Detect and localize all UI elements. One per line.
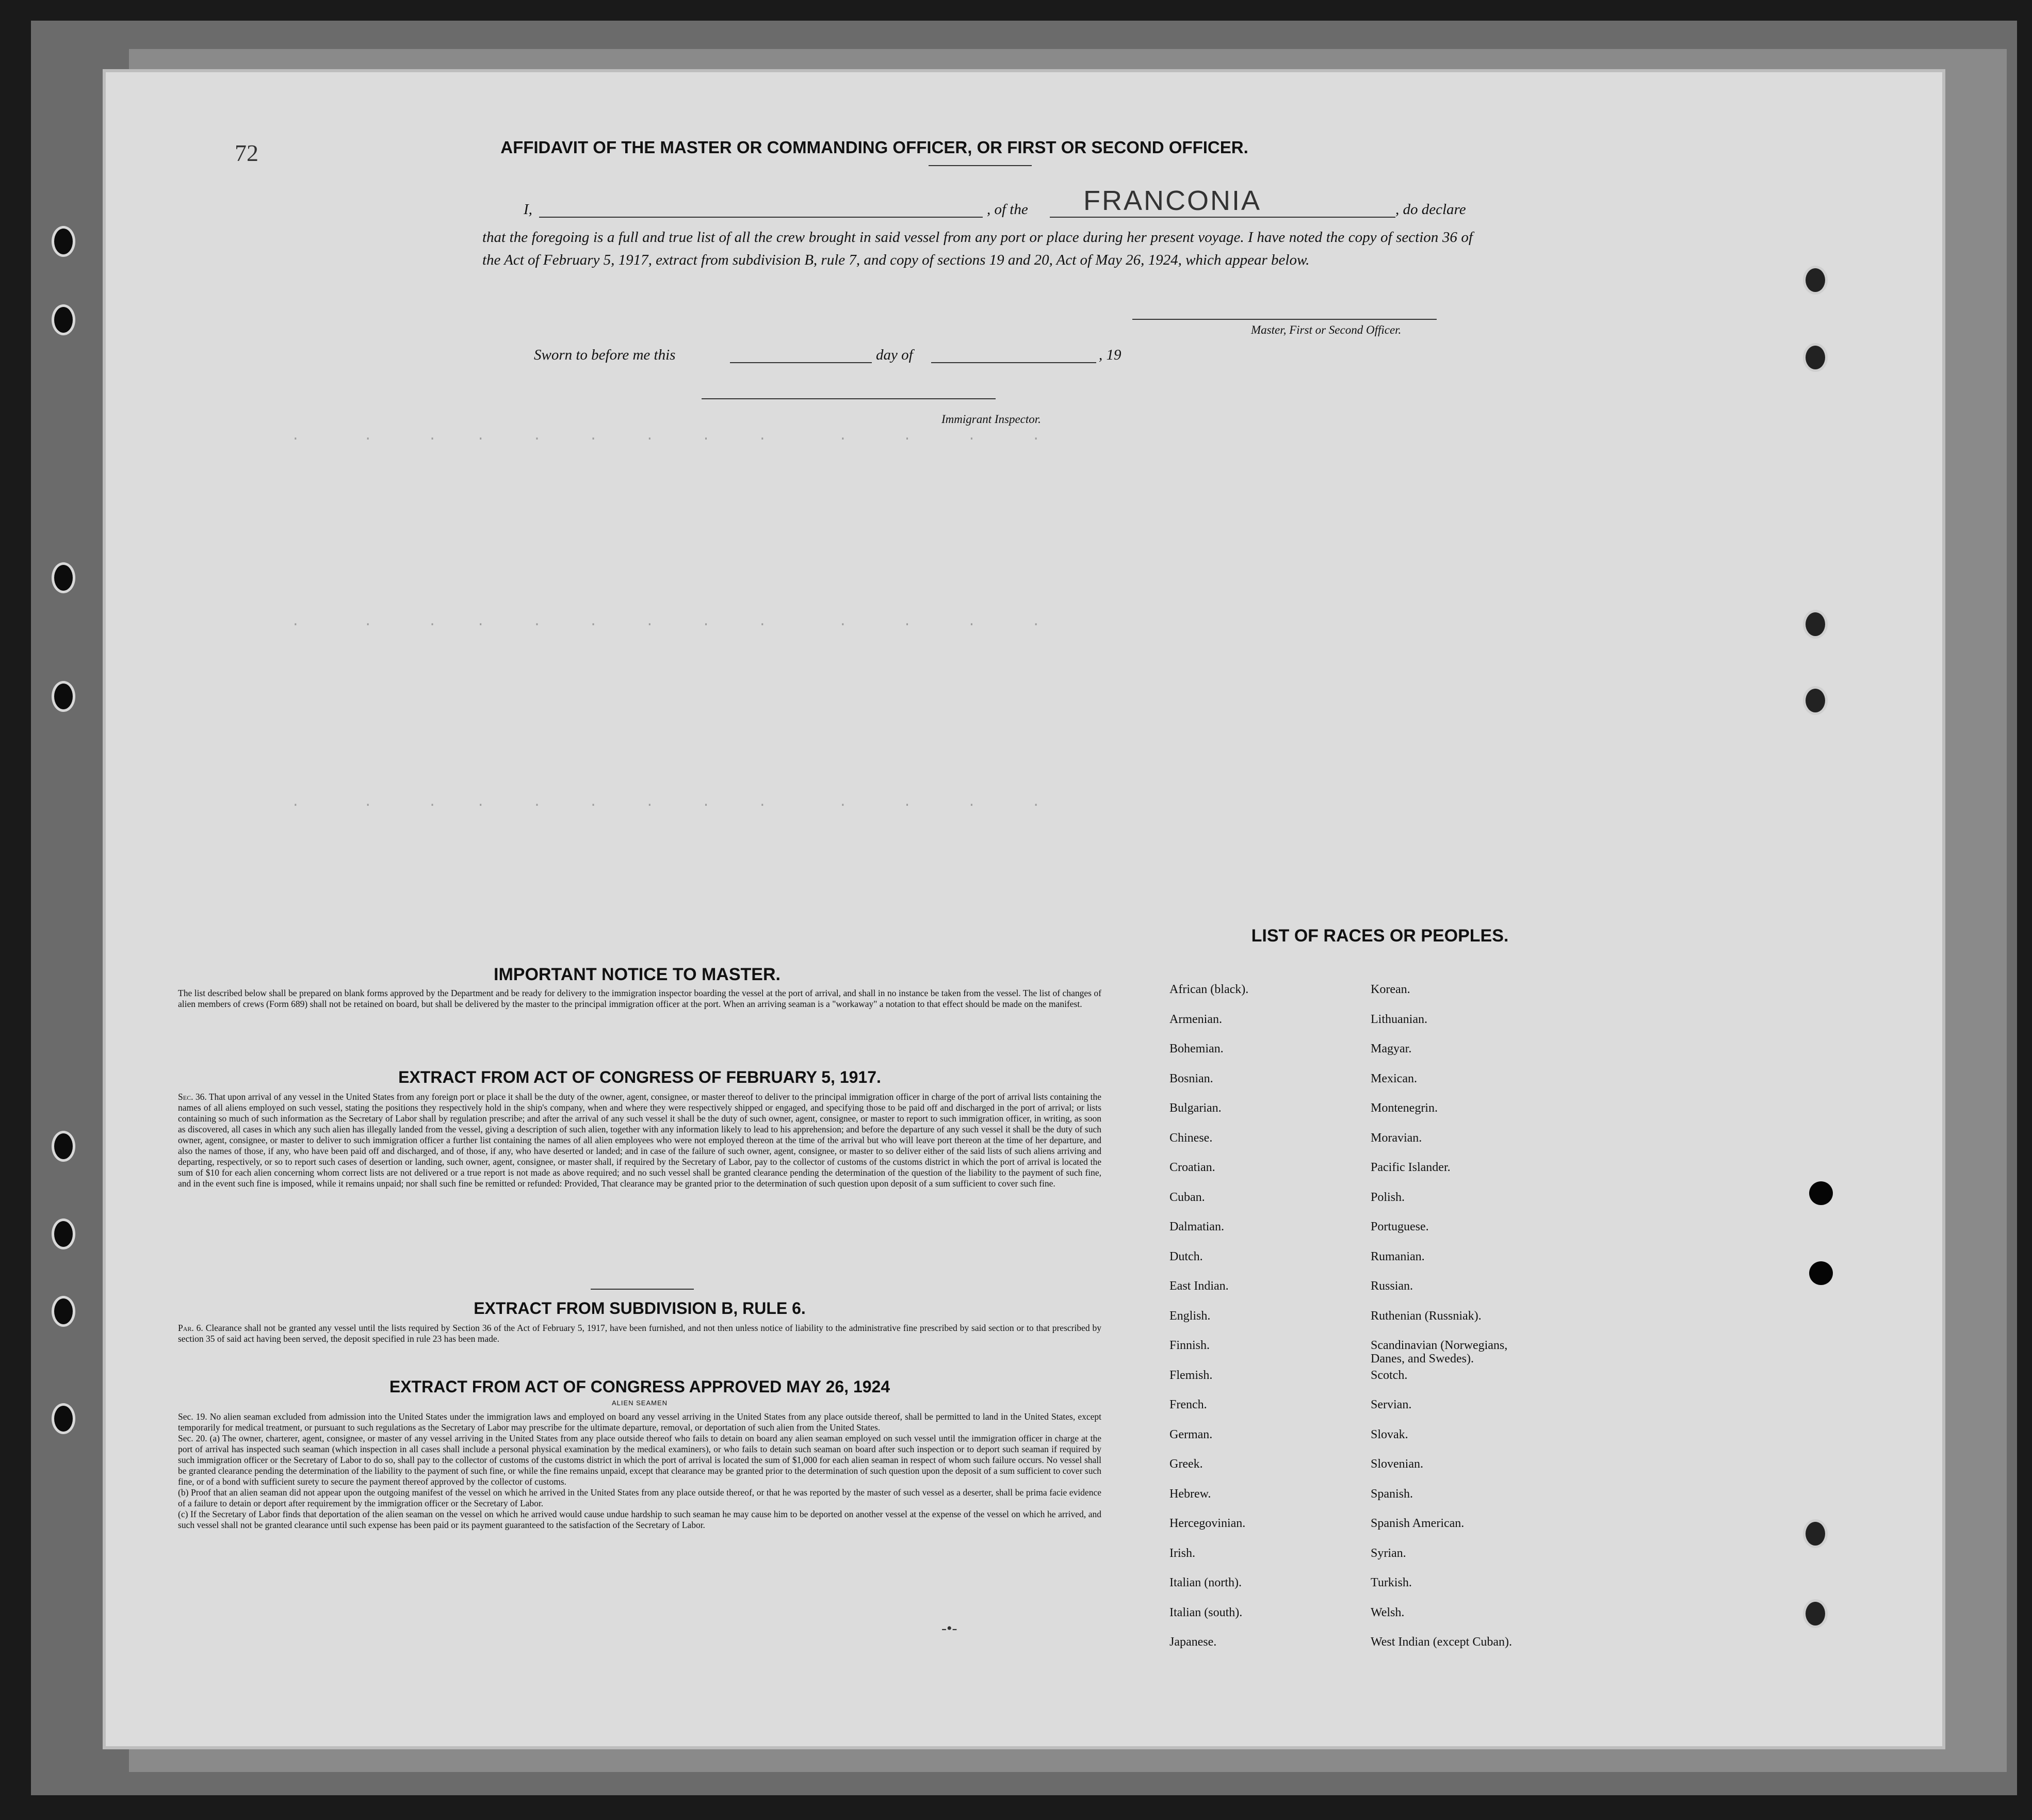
race-item: Dalmatian. bbox=[1169, 1220, 1224, 1233]
race-item: African (black). bbox=[1169, 983, 1249, 996]
race-item: Rumanian. bbox=[1371, 1249, 1425, 1263]
race-item: Cuban. bbox=[1169, 1190, 1205, 1204]
rule-6-text bbox=[178, 1323, 1101, 1344]
race-item: Armenian. bbox=[1169, 1012, 1222, 1026]
race-item: Servian. bbox=[1371, 1398, 1412, 1411]
declaration-end: , do declare bbox=[1395, 201, 1466, 218]
race-item: Irish. bbox=[1169, 1546, 1195, 1560]
affidavit-title: AFFIDAVIT OF THE MASTER OR COMMANDING OFFICER, OR FIRST OR SECOND OFFICER. bbox=[500, 138, 1248, 157]
sworn-day-of: day of bbox=[876, 347, 913, 363]
notice-title: IMPORTANT NOTICE TO MASTER. bbox=[494, 965, 781, 984]
binder-hole bbox=[52, 562, 75, 593]
race-item: Finnish. bbox=[1169, 1339, 1210, 1352]
vessel-blank bbox=[1050, 217, 1395, 218]
binder-hole-right bbox=[1803, 686, 1828, 715]
race-item: Croatian. bbox=[1169, 1161, 1215, 1174]
sworn-month-blank bbox=[931, 362, 1096, 363]
race-item: Flemish. bbox=[1169, 1368, 1213, 1382]
binder-hole-right bbox=[1803, 266, 1828, 295]
race-item: Turkish. bbox=[1371, 1576, 1412, 1589]
race-item: Scandinavian (Norwegians, Danes, and Swedes). bbox=[1371, 1339, 1508, 1366]
race-item: Italian (south). bbox=[1169, 1605, 1243, 1619]
race-item: Syrian. bbox=[1371, 1546, 1406, 1560]
binder-hole bbox=[52, 681, 75, 712]
race-item: Montenegrin. bbox=[1371, 1101, 1438, 1115]
signature-line bbox=[1132, 319, 1437, 320]
section-20b-text: (b) Proof that an alien seaman did not appear upon the outgoing manifest of the vessel on which he arrived in the United States from any place outside thereof, or that he was reported by the master of such vessel as a deserter, shall be prima facie evidence of a failure to detain or deport after requirement by the immigration officer or the Secretary of Labor. bbox=[178, 1487, 1101, 1508]
race-item: West Indian (except Cuban). bbox=[1371, 1635, 1512, 1649]
section-20c-text: (c) If the Secretary of Labor finds that deportation of the alien seaman on the vessel on which he arrived would cause undue hardship to such seaman he may cause him to be deported on another vessel at the expense of the vessel on which he arrived, and such vessel shall not be granted clearance until such expense has been paid or its payment guaranteed to the satisfaction of the Secretary of Labor. bbox=[178, 1509, 1101, 1530]
bleed-through-text: . . . . . . . . . . . . . bbox=[291, 428, 1041, 444]
binder-hole-right bbox=[1803, 1519, 1828, 1548]
paragraph-6-text: Clearance shall not be granted any vessel until the lists required by Section 36 of the Act of February 5, 1917, have been furnished, and not then unless notice of liability to the administrative fine prescribed by said section or to that prescribed by section 35 of said act having been served, the deposit specified in rule 23 has been made. bbox=[178, 1323, 1102, 1344]
race-item: Hebrew. bbox=[1169, 1487, 1211, 1501]
race-item: Spanish. bbox=[1371, 1487, 1413, 1501]
race-item: Scotch. bbox=[1371, 1368, 1408, 1382]
section-19-text: Sec. 19. No alien seaman excluded from admission into the United States under the immigration laws and employed on board any vessel arriving in the United States from any place outside thereof, shall be permitted to land in the United States, except temporarily for medical treatment, or pursuant to such regulations as the Secretary of Labor may prescribe for the ultimate departure, removal, or deportation of such alien from the United States. bbox=[178, 1411, 1101, 1433]
races-title: LIST OF RACES OR PEOPLES. bbox=[1251, 926, 1509, 946]
race-item: Slovenian. bbox=[1371, 1457, 1423, 1471]
race-item: Korean. bbox=[1371, 983, 1410, 996]
sworn-day-blank bbox=[730, 362, 872, 363]
declaration-body: that the foregoing is a full and true list of all the crew brought in said vessel from any port or place during her present voyage. I have noted the copy of section 36 of the Act of February 5, 1917, extract from subdivision B, rule 7, and copy of sections 19 and 20, Act of May 26, 1924, which appear below. bbox=[482, 229, 1473, 268]
race-item: Ruthenian (Russniak). bbox=[1371, 1309, 1482, 1323]
page-footer-mark: -•- bbox=[941, 1620, 957, 1637]
race-item: French. bbox=[1169, 1398, 1207, 1411]
title-rule bbox=[929, 165, 1032, 166]
declaration-start: I, bbox=[524, 201, 532, 218]
binder-hole bbox=[52, 304, 75, 335]
race-item: Bohemian. bbox=[1169, 1042, 1224, 1055]
inspector-label: Immigrant Inspector. bbox=[941, 413, 1041, 426]
race-item: German. bbox=[1169, 1427, 1213, 1441]
race-item: Bulgarian. bbox=[1169, 1101, 1222, 1115]
race-item: Moravian. bbox=[1371, 1131, 1422, 1145]
name-blank bbox=[539, 217, 983, 218]
race-item: Pacific Islander. bbox=[1371, 1161, 1451, 1174]
vessel-name: FRANCONIA bbox=[1083, 185, 1262, 216]
race-item: Japanese. bbox=[1169, 1635, 1217, 1649]
sworn-year: , 19 bbox=[1099, 347, 1121, 363]
binder-hole-right bbox=[1803, 610, 1828, 639]
race-item: Hercegovinian. bbox=[1169, 1517, 1246, 1530]
section-36-text: That upon arrival of any vessel in the United States from any foreign port or place it shall be the duty of the owner, agent, consignee, or master thereof to deliver to the principal immigration officer in charge of the port of arrival lists containing the names of all aliens employed on such vessel, stating the positions they respectively hold in the ship's company, when and where they were respectively shipped or engaged, and specifying those to be paid off and discharged in the port of arrival; or lists containing so much of such information as the Secretary of Labor shall by regulation prescribe; and after the arrival of any such vessel it shall be the duty of such owner, agent, consignee, or master to report to such immigration officer, in writing, as soon as discovered, all cases in which any such alien has illegally landed from the vessel, giving a description of such alien, together with any information likely to lead to his apprehension; and before the departure of any such vessel it shall be the duty of such owner, agent, consignee, or master to deliver to such immigration officer a further list containing the names of all alien employees who were not employed thereon at the time of the arrival but who will leave port thereon at the time of her departure, and also the names of those, if any, who have been paid off and discharged, and of those, if any, who have deserted or landed; and in case of the failure of such owner, agent, consignee, or master to so deliver either of the said lists of such aliens arriving and departing, respectively, or so to report such cases of desertion or landing, such owner, agent, consignee, or master shall, if required by the Secretary of Labor, pay to the collector of customs of the customs district in which the port of arrival is located the sum of $10 for each alien concerning whom correct lists are not delivered or a true report is not made as above required; and no such vessel shall be granted clearance pending the determination of the question of the liability to the payment of such fine, and in the event such fine is imposed, while it remains unpaid; nor shall such fine be remitted or refunded: Provided, That clearance may be granted prior to the determination of such question upon deposit of a sum sufficient to cover such fine. bbox=[178, 1092, 1101, 1189]
page-number: 72 bbox=[235, 140, 258, 166]
separator-rule bbox=[591, 1289, 694, 1290]
affidavit-page bbox=[106, 72, 1942, 1746]
bleed-through-text: . . . . . . . . . . . . . bbox=[291, 614, 1041, 629]
race-item: East Indian. bbox=[1169, 1279, 1229, 1293]
extract-1917-title: EXTRACT FROM ACT OF CONGRESS OF FEBRUARY 5, 1917. bbox=[398, 1068, 881, 1086]
binder-hole-right bbox=[1803, 343, 1828, 372]
race-item: Mexican. bbox=[1371, 1071, 1417, 1085]
race-item: English. bbox=[1169, 1309, 1211, 1323]
binder-hole bbox=[52, 1403, 75, 1434]
sworn-start: Sworn to before me this bbox=[534, 347, 676, 363]
notice-text: The list described below shall be prepared on blank forms approved by the Department and be ready for delivery to the immigration inspector boarding the vessel at the port of arrival, and shall in no instance be taken from the vessel. The list of changes of alien members of crews (Form 689) shall not be retained on board, but shall be delivered by the master to the principal immigration officer at the port. When an arriving seaman is a "workaway" a notation to that effect should be made on the manifest. bbox=[178, 988, 1101, 1009]
extract-1924-title: EXTRACT FROM ACT OF CONGRESS APPROVED MAY 26, 1924 bbox=[389, 1377, 890, 1396]
bleed-through-text: . . . . . . . . . . . . . bbox=[291, 794, 1041, 810]
race-item: Lithuanian. bbox=[1371, 1012, 1427, 1026]
race-item: Polish. bbox=[1371, 1190, 1405, 1204]
paragraph-6-label: Par. 6. bbox=[178, 1323, 203, 1333]
section-20a-text: Sec. 20. (a) The owner, charterer, agent, consignee, or master of any vessel arriving in the United States from any place outside thereof who fails to detain on board any alien seaman employed on such vessel until the immigration officer in charge at the port of arrival has inspected such seaman (which inspection in all cases shall include a personal physical examination by the medical examiners), or who fails to detain such seaman on board after such inspection or to deport such seaman if required by such immigration officer or the Secretary of Labor to do so, shall pay to the collector of customs of the customs district in which the port of arrival is located the sum of $1,000 for each alien seaman in respect of whom such failure occurs. No vessel shall be granted clearance pending the determination of the liability to the payment of such fine, or while the fine remains unpaid, except that clearance may be granted prior to the determination of such question upon the deposit of a sum sufficient to cover such fine, or of a bond with sufficient surety to secure the payment thereof approved by the collector of customs. bbox=[178, 1433, 1101, 1487]
extract-1924-subtitle: ALIEN SEAMEN bbox=[611, 1399, 668, 1407]
race-item: Bosnian. bbox=[1169, 1071, 1213, 1085]
rule-6-title: EXTRACT FROM SUBDIVISION B, RULE 6. bbox=[474, 1299, 806, 1318]
signature-label: Master, First or Second Officer. bbox=[1251, 323, 1402, 336]
binder-hole bbox=[52, 1296, 75, 1327]
race-item: Greek. bbox=[1169, 1457, 1203, 1471]
race-item: Slovak. bbox=[1371, 1427, 1408, 1441]
inspector-signature-line bbox=[702, 398, 996, 399]
binder-hole bbox=[52, 1131, 75, 1162]
extract-1917-text bbox=[178, 1092, 1101, 1189]
binder-hole-punched bbox=[1809, 1261, 1833, 1285]
race-item: Chinese. bbox=[1169, 1131, 1213, 1145]
declaration-of-the: , of the bbox=[987, 201, 1028, 218]
race-item: Portuguese. bbox=[1371, 1220, 1429, 1233]
extract-1924-text bbox=[178, 1411, 1101, 1531]
race-item: Spanish American. bbox=[1371, 1517, 1465, 1530]
race-item: Magyar. bbox=[1371, 1042, 1412, 1055]
race-item: Dutch. bbox=[1169, 1249, 1203, 1263]
binder-hole-right bbox=[1803, 1599, 1828, 1628]
race-item: Welsh. bbox=[1371, 1605, 1405, 1619]
section-36-label: Sec. 36. bbox=[178, 1092, 207, 1102]
binder-hole bbox=[52, 226, 75, 257]
binder-hole bbox=[52, 1218, 75, 1249]
race-item: Russian. bbox=[1371, 1279, 1413, 1293]
binder-hole-punched bbox=[1809, 1181, 1833, 1205]
race-item: Italian (north). bbox=[1169, 1576, 1242, 1589]
